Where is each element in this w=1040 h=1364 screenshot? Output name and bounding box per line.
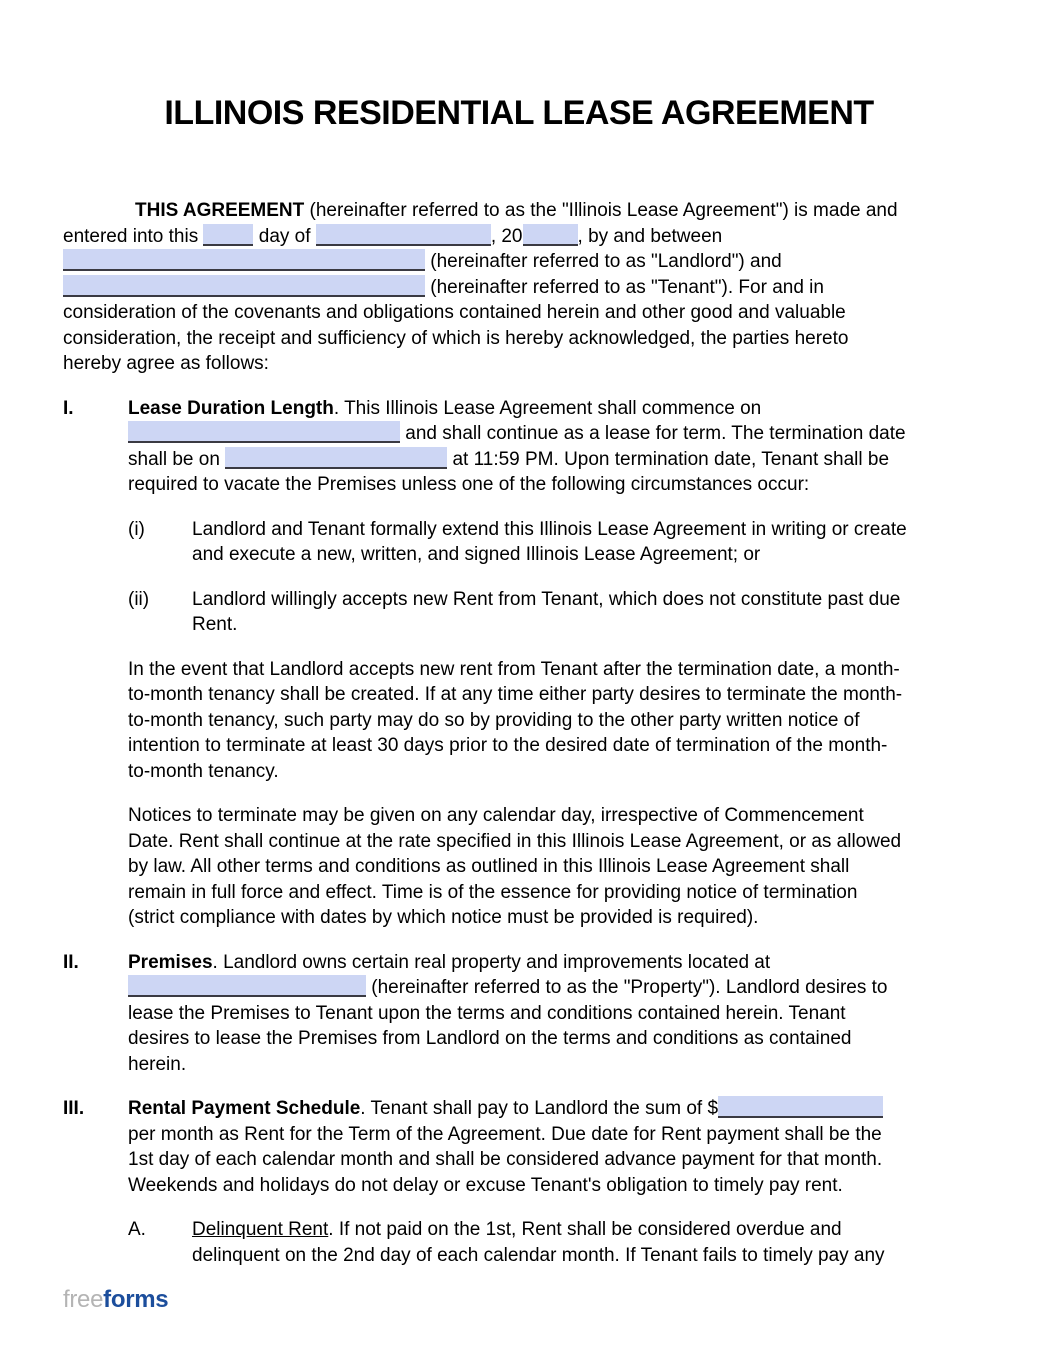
text-run: by law. All other terms and conditions as outlined in this Illinois Lease Agreement shall	[128, 856, 850, 877]
text-run: (hereinafter referred to as "Tenant"). For and in	[425, 276, 824, 298]
text-line	[128, 975, 975, 1001]
item-a-delinquent-rent	[63, 1217, 975, 1268]
text-run: shall be on	[128, 448, 226, 470]
month-field[interactable]	[316, 224, 491, 246]
termination-date-field[interactable]	[225, 447, 447, 469]
text-run: (strict compliance with dates by which notice must be provided is required).	[128, 907, 759, 928]
tenant-name-field[interactable]	[63, 275, 425, 297]
text-line	[128, 1147, 975, 1173]
text-line	[63, 275, 975, 301]
document-title: ILLINOIS RESIDENTIAL LEASE AGREEMENT	[164, 94, 874, 132]
section-i-lease-duration-length	[63, 396, 975, 498]
text-line	[128, 905, 975, 931]
text-run: and shall continue as a lease for term. The termination date	[400, 423, 906, 444]
intro-paragraph	[63, 198, 975, 377]
item-ii-accepts-new-rent	[63, 587, 975, 638]
text-line	[128, 829, 975, 855]
monthly-rent-amount-field[interactable]	[718, 1096, 883, 1118]
bold-text: Premises	[128, 951, 213, 973]
text-run: herein.	[128, 1053, 187, 1075]
text-line	[128, 950, 975, 976]
text-run: per month as Rent for the Term of the Agreement. Due date for Rent payment shall be the	[128, 1123, 882, 1145]
text-run: Notices to terminate may be given on any calendar day, irrespective of Commencement	[128, 805, 864, 826]
text-line	[128, 657, 975, 683]
text-line	[192, 517, 975, 543]
section-iii-rental-payment-schedule-marker: III.	[63, 1098, 85, 1119]
item-ii-accepts-new-rent-marker: (ii)	[128, 588, 150, 610]
section-iii-rental-payment-schedule	[63, 1096, 975, 1198]
property-address-field[interactable]	[128, 975, 366, 997]
text-line	[192, 1243, 975, 1269]
text-line	[128, 472, 975, 498]
bold-text: THIS AGREEMENT	[135, 200, 305, 221]
text-run: , 20	[490, 225, 523, 247]
text-line	[63, 198, 975, 224]
text-run: Weekends and holidays do not delay or excuse Tenant's obligation to timely pay rent.	[128, 1174, 843, 1196]
text-run: remain in full force and effect. Time is of the essence for providing notice of termination	[128, 881, 858, 903]
item-a-delinquent-rent-marker: A.	[128, 1219, 146, 1240]
text-line	[128, 396, 975, 422]
section-ii-premises-marker: II.	[63, 951, 79, 973]
footer-logo	[63, 1286, 168, 1314]
text-line	[128, 1001, 975, 1027]
text-run: consideration, the receipt and sufficiency of which is hereby acknowledged, the parties hereto	[63, 327, 849, 349]
text-run: entered into this	[63, 225, 204, 247]
text-line	[63, 300, 975, 326]
text-run: delinquent on the 2nd day of each calendar month. If Tenant fails to timely pay any	[192, 1244, 885, 1266]
text-line	[192, 612, 975, 638]
text-run: to-month tenancy shall be created. If at any time either party desires to terminate the month-	[128, 684, 903, 705]
text-run: required to vacate the Premises unless one of the following circumstances occur:	[128, 474, 810, 495]
day-of-month-field[interactable]	[203, 224, 253, 246]
text-run: Landlord and Tenant formally extend this Illinois Lease Agreement in writing or create	[192, 518, 907, 540]
text-line	[128, 803, 975, 829]
text-line	[128, 1173, 975, 1199]
bold-text: Lease Duration Length	[128, 397, 334, 419]
text-run: . This Illinois Lease Agreement shall commence on	[333, 397, 762, 419]
text-run: (hereinafter referred to as the "Illinois Lease Agreement") is made and	[304, 200, 898, 221]
text-line	[128, 854, 975, 880]
text-run: lease the Premises to Tenant upon the terms and conditions contained herein. Tenant	[128, 1002, 846, 1024]
text-run: desires to lease the Premises from Landlord on the terms and conditions as contained	[128, 1028, 852, 1049]
text-run: to-month tenancy.	[128, 760, 279, 782]
footer-brand-free: free	[63, 1286, 104, 1313]
year-field[interactable]	[523, 224, 578, 246]
item-i-extend-agreement-marker: (i)	[128, 518, 145, 540]
text-run: consideration of the covenants and obligations contained herein and other good and valuable	[63, 302, 846, 323]
footer-brand-forms: forms	[103, 1286, 169, 1313]
text-line	[63, 351, 975, 377]
text-run: 1st day of each calendar month and shall be considered advance payment for that month.	[128, 1149, 883, 1170]
text-run: and execute a new, written, and signed Illinois Lease Agreement; or	[192, 544, 761, 565]
text-run: Rent.	[192, 614, 238, 635]
text-line	[128, 880, 975, 906]
text-line	[192, 542, 975, 568]
text-line	[128, 1096, 975, 1122]
text-run: (hereinafter referred to as "Landlord") and	[425, 251, 782, 272]
text-run: In the event that Landlord accepts new rent from Tenant after the termination date, a month-	[128, 658, 900, 680]
text-line	[63, 224, 975, 250]
text-run: . Landlord owns certain real property and improvements located at	[212, 951, 771, 973]
text-run: at 11:59 PM. Upon termination date, Tenant shall be	[447, 448, 890, 470]
text-run: . If not paid on the 1st, Rent shall be considered overdue and	[328, 1219, 842, 1240]
text-run: intention to terminate at least 30 days prior to the desired date of termination of the month-	[128, 735, 888, 756]
month-to-month-paragraph	[63, 657, 975, 785]
document-body	[63, 198, 975, 1268]
text-line	[128, 682, 975, 708]
text-run: , by and between	[577, 225, 723, 247]
text-run: Date. Rent shall continue at the rate specified in this Illinois Lease Agreement, or as allowed	[128, 830, 902, 852]
text-line	[128, 421, 975, 447]
text-line	[128, 759, 975, 785]
bold-text: Rental Payment Schedule	[128, 1098, 361, 1119]
text-run: hereby agree as follows:	[63, 353, 269, 374]
text-line	[128, 447, 975, 473]
text-line	[128, 1122, 975, 1148]
underlined-text: Delinquent Rent	[192, 1219, 329, 1240]
text-run: Landlord willingly accepts new Rent from Tenant, which does not constitute past due	[192, 588, 901, 610]
text-line	[128, 1052, 975, 1078]
text-line	[128, 708, 975, 734]
text-line	[192, 1217, 975, 1243]
text-run: to-month tenancy, such party may do so by providing to the other party written notice of	[128, 709, 860, 731]
text-run: (hereinafter referred to as the "Property"). Landlord desires to	[366, 977, 888, 998]
text-line	[128, 1026, 975, 1052]
section-ii-premises	[63, 950, 975, 1078]
text-line	[128, 733, 975, 759]
termination-notices-paragraph	[63, 803, 975, 931]
text-run: day of	[253, 225, 316, 247]
text-line	[192, 587, 975, 613]
item-i-extend-agreement	[63, 517, 975, 568]
landlord-name-field[interactable]	[63, 249, 425, 271]
text-line	[63, 326, 975, 352]
commencement-date-field[interactable]	[128, 421, 400, 443]
text-line	[63, 249, 975, 275]
text-run: . Tenant shall pay to Landlord the sum of $	[360, 1098, 719, 1119]
section-i-lease-duration-length-marker: I.	[63, 397, 74, 419]
